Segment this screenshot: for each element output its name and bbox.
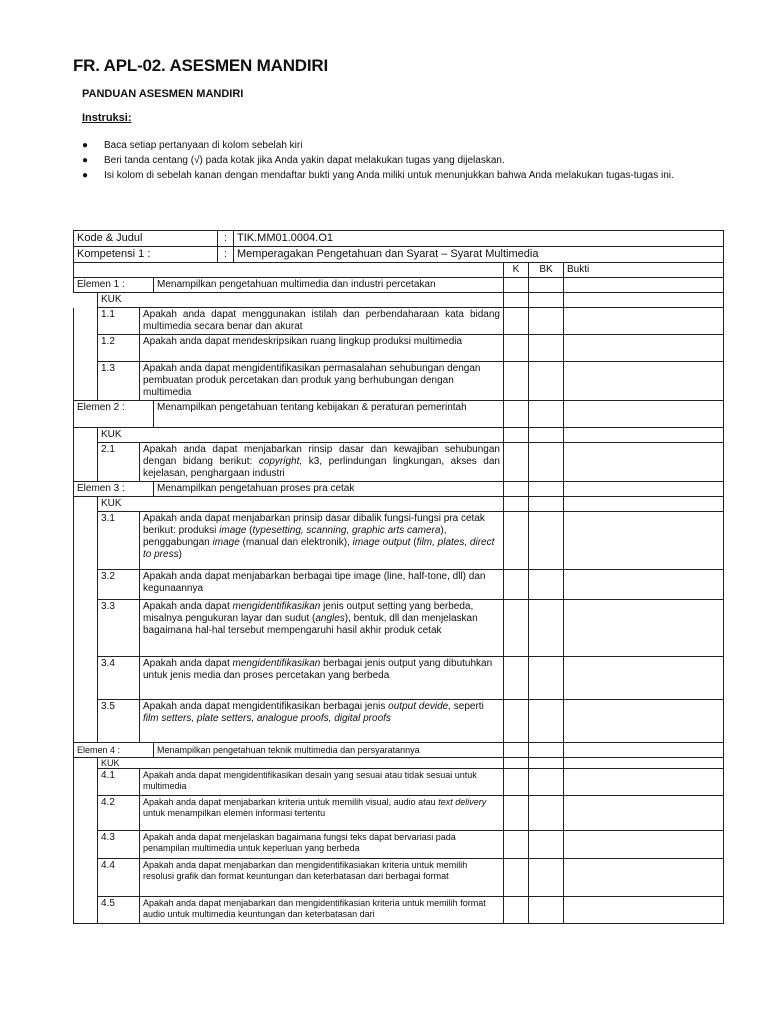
question-text: Apakah anda dapat mendeskripsikan ruang lingkup produksi multimedia	[140, 335, 504, 362]
evidence-cell[interactable]	[564, 570, 724, 600]
question-row	[74, 443, 724, 482]
evidence-cell[interactable]	[564, 769, 724, 796]
bk-checkbox[interactable]	[529, 278, 564, 293]
element-row	[74, 743, 724, 758]
question-number: 2.1	[98, 443, 140, 482]
guide-subtitle: PANDUAN ASESMEN MANDIRI	[82, 88, 244, 100]
k-checkbox[interactable]	[504, 700, 529, 743]
question-number: 4.4	[98, 859, 140, 897]
question-row	[74, 335, 724, 362]
question-number: 4.1	[98, 769, 140, 796]
bk-checkbox[interactable]	[529, 482, 564, 497]
k-checkbox[interactable]	[504, 335, 529, 362]
evidence-cell[interactable]	[564, 859, 724, 897]
kuk-row	[74, 428, 724, 443]
k-checkbox[interactable]	[504, 482, 529, 497]
competency-label: Kompetensi 1 :	[74, 247, 218, 263]
evidence-cell[interactable]	[564, 831, 724, 859]
evidence-cell[interactable]	[564, 335, 724, 362]
k-checkbox[interactable]	[504, 308, 529, 335]
question-number: 1.2	[98, 335, 140, 362]
question-text: Apakah anda dapat menjelaskan bagaimana fungsi teks dapat bervariasi pada penampilan multimedia untuk keperluan yang berbeda	[140, 831, 504, 859]
kuk-label: KUK	[98, 428, 504, 443]
element-row	[74, 482, 724, 497]
evidence-cell[interactable]	[564, 512, 724, 570]
evidence-cell[interactable]	[564, 700, 724, 743]
evidence-cell[interactable]	[564, 600, 724, 657]
kuk-label: KUK	[98, 758, 504, 769]
bullet-icon: ●	[82, 170, 89, 181]
k-checkbox[interactable]	[504, 600, 529, 657]
element-label: Elemen 4 :	[74, 743, 154, 758]
bullet-icon: ●	[82, 140, 89, 151]
k-checkbox[interactable]	[504, 570, 529, 600]
element-row	[74, 401, 724, 428]
question-row	[74, 700, 724, 743]
question-number: 1.1	[98, 308, 140, 335]
evidence-cell[interactable]	[564, 401, 724, 428]
k-checkbox[interactable]	[504, 859, 529, 897]
column-bk: BK	[529, 263, 564, 278]
question-number: 4.5	[98, 897, 140, 924]
question-text: Apakah anda dapat menjabarkan prinsip dasar dibalik fungsi-fungsi pra cetak berikut: produksi image (typesetting, scanning, graphic arts camera), penggabungan image (manual dan elektronik), image output (film, plates, direct to press)	[140, 512, 504, 570]
k-checkbox[interactable]	[504, 278, 529, 293]
page-title: FR. APL-02. ASESMEN MANDIRI	[73, 56, 328, 75]
question-number: 3.4	[98, 657, 140, 700]
evidence-cell[interactable]	[564, 362, 724, 401]
evidence-cell[interactable]	[564, 443, 724, 482]
kuk-row	[74, 293, 724, 308]
question-text: Apakah anda dapat menggunakan istilah dan perbendaharaan kata bidang multimedia secara benar dan akurat	[140, 308, 504, 335]
k-checkbox[interactable]	[504, 401, 529, 428]
code-value: TIK.MM01.0004.O1	[234, 231, 724, 247]
evidence-cell[interactable]	[564, 278, 724, 293]
bullet-icon: ●	[82, 155, 89, 166]
question-number: 4.3	[98, 831, 140, 859]
element-title: Menampilkan pengetahuan tentang kebijakan & peraturan pemerintah	[154, 401, 504, 428]
question-number: 3.2	[98, 570, 140, 600]
instructions-list	[82, 138, 674, 183]
bk-checkbox[interactable]	[529, 335, 564, 362]
question-row	[74, 600, 724, 657]
bk-checkbox[interactable]	[529, 769, 564, 796]
question-text: Apakah anda dapat menjabarkan rinsip dasar dan kewajiban sehubungan dengan bidang berikut: copyright, k3, perlindungan lingkungan, akses dan kejelasan, penghargaan industri	[140, 443, 504, 482]
question-row	[74, 308, 724, 335]
question-row	[74, 796, 724, 831]
k-checkbox[interactable]	[504, 362, 529, 401]
element-row	[74, 278, 724, 293]
element-title: Menampilkan pengetahuan multimedia dan industri percetakan	[154, 278, 504, 293]
bk-checkbox[interactable]	[529, 859, 564, 897]
k-checkbox[interactable]	[504, 796, 529, 831]
k-checkbox[interactable]	[504, 769, 529, 796]
question-number: 3.1	[98, 512, 140, 570]
competency-row	[74, 247, 724, 263]
question-text: Apakah anda dapat menjabarkan berbagai tipe image (line, half-tone, dll) dan kegunaannya	[140, 570, 504, 600]
kuk-label: KUK	[98, 497, 504, 512]
question-text: Apakah anda dapat mengidentifikasikan berbagai jenis output devide, seperti film setters, plate setters, analogue proofs, digital proofs	[140, 700, 504, 743]
question-text: Apakah anda dapat menjabarkan dan mengidentifikasian kriteria untuk memilih format audio untuk multimedia keuntungan dan keterbatasan dari	[140, 897, 504, 924]
code-label: Kode & Judul	[74, 231, 218, 247]
question-text: Apakah anda dapat mengidentifikasikan berbagai jenis output yang dibutuhkan untuk jenis media dan proses percetakan yang berbeda	[140, 657, 504, 700]
question-number: 3.5	[98, 700, 140, 743]
code-separator: :	[218, 231, 234, 247]
column-k: K	[504, 263, 529, 278]
bk-checkbox[interactable]	[529, 831, 564, 859]
kuk-label: KUK	[98, 293, 504, 308]
bk-checkbox[interactable]	[529, 600, 564, 657]
k-checkbox[interactable]	[504, 512, 529, 570]
k-checkbox[interactable]	[504, 831, 529, 859]
bk-checkbox[interactable]	[529, 308, 564, 335]
bk-checkbox[interactable]	[529, 570, 564, 600]
kuk-row	[74, 758, 724, 769]
bk-checkbox[interactable]	[529, 743, 564, 758]
bk-checkbox[interactable]	[529, 700, 564, 743]
evidence-cell[interactable]	[564, 308, 724, 335]
evidence-cell[interactable]	[564, 796, 724, 831]
question-row	[74, 512, 724, 570]
question-row	[74, 831, 724, 859]
question-row	[74, 859, 724, 897]
instruction-item: ● Baca setiap pertanyaan di kolom sebelah kiri	[82, 140, 303, 151]
bk-checkbox[interactable]	[529, 512, 564, 570]
question-text: Apakah anda dapat mengidentifikasikan jenis output setting yang berbeda, misalnya pengukuran layar dan sudut (angles), bentuk, dll dan menjelaskan bagaimana hal-hal tersebut mempengaruhi hasil akhir produk cetak	[140, 600, 504, 657]
question-text: Apakah anda dapat menjabarkan dan mengidentifikasiakan kriteria untuk memilih resolusi grafik dan format keuntungan dan keterbatasan dari berbagai format	[140, 859, 504, 897]
instructions-label: Instruksi:	[82, 112, 132, 124]
evidence-cell[interactable]	[564, 657, 724, 700]
evidence-cell[interactable]	[564, 897, 724, 924]
question-row	[74, 362, 724, 401]
bk-checkbox[interactable]	[529, 657, 564, 700]
bk-checkbox[interactable]	[529, 796, 564, 831]
evidence-cell[interactable]	[564, 482, 724, 497]
competency-value: Memperagakan Pengetahuan dan Syarat – Syarat Multimedia	[234, 247, 724, 263]
k-checkbox[interactable]	[504, 657, 529, 700]
question-text: Apakah anda dapat mengidentifikasikan desain yang sesuai atau tidak sesuai untuk multimedia	[140, 769, 504, 796]
question-number: 4.2	[98, 796, 140, 831]
question-number: 1.3	[98, 362, 140, 401]
question-number: 3.3	[98, 600, 140, 657]
element-label: Elemen 3 :	[74, 482, 154, 497]
question-row	[74, 570, 724, 600]
bk-checkbox[interactable]	[529, 443, 564, 482]
instruction-item: ● Beri tanda centang (√) pada kotak jika Anda yakin dapat melakukan tugas yang dijelaskan.	[82, 155, 505, 166]
question-text: Apakah anda dapat menjabarkan kriteria untuk memilih visual, audio atau text delivery untuk menampilkan elemen informasi tertentu	[140, 796, 504, 831]
bk-checkbox[interactable]	[529, 897, 564, 924]
element-label: Elemen 1 :	[74, 278, 154, 293]
bk-checkbox[interactable]	[529, 362, 564, 401]
k-checkbox[interactable]	[504, 897, 529, 924]
assessment-table	[73, 230, 724, 924]
bk-checkbox[interactable]	[529, 401, 564, 428]
instruction-item: ● Isi kolom di sebelah kanan dengan mendaftar bukti yang Anda miliki untuk menunjukkan bahwa Anda melakukan tugas-tugas ini.	[82, 170, 674, 181]
evidence-cell[interactable]	[564, 743, 724, 758]
element-label: Elemen 2 :	[74, 401, 154, 428]
question-row	[74, 657, 724, 700]
kuk-row	[74, 497, 724, 512]
code-row	[74, 231, 724, 247]
column-header-row	[74, 263, 724, 278]
column-bukti: Bukti	[564, 263, 724, 278]
element-title: Menampilkan pengetahuan proses pra cetak	[154, 482, 504, 497]
question-text: Apakah anda dapat mengidentifikasikan permasalahan sehubungan dengan pembuatan produk percetakan dan produk yang berhubungan dengan multimedia	[140, 362, 504, 401]
competency-separator: :	[218, 247, 234, 263]
question-row	[74, 769, 724, 796]
question-row	[74, 897, 724, 924]
element-title: Menampilkan pengetahuan teknik multimedia dan persyaratannya	[154, 743, 504, 758]
k-checkbox[interactable]	[504, 743, 529, 758]
k-checkbox[interactable]	[504, 443, 529, 482]
